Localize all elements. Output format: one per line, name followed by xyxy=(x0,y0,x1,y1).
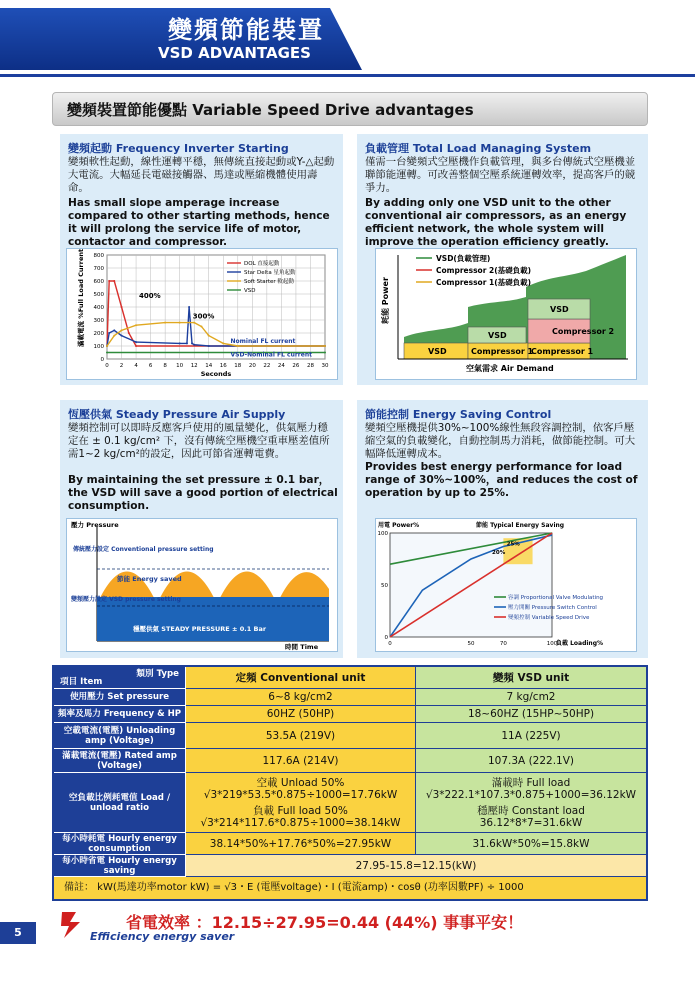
y-tick-label: 300 xyxy=(93,318,104,324)
x-tick-label: 70 xyxy=(499,641,507,647)
panel3-text-cn: 變頻控制可以即時反應客戶使用的風量變化，供氣壓力穩定在 ± 0.1 kg/cm² 下，沒有傳統空壓機空重車壓差值所需1~2 kg/cm²的設定，因此可節省運轉電費。 xyxy=(68,422,330,460)
pressure-x-label: 時間 Time xyxy=(285,643,319,651)
x-axis-label: 負載 Loading% xyxy=(556,640,604,647)
load-chart-box xyxy=(375,248,637,380)
panel4-title: 節能控制 Energy Saving Control xyxy=(365,408,552,421)
y-tick-label: 700 xyxy=(93,266,104,272)
y-tick-label: 100 xyxy=(93,344,104,350)
table-header-conventional: 定頻 Conventional unit xyxy=(186,667,416,689)
series-point xyxy=(128,332,130,334)
pressure-chart xyxy=(67,519,337,651)
series-point xyxy=(113,280,115,282)
load-y-label: 耗能 Power xyxy=(381,277,390,324)
table-header-vsd: 變頻 VSD unit xyxy=(416,667,646,689)
table-cell: 31.6kW*50%=15.8kW xyxy=(416,833,646,855)
y-axis-label: 用電 Power% xyxy=(378,522,420,529)
series-point xyxy=(106,352,108,354)
table-cell: 107.3A (222.1V) xyxy=(416,749,646,773)
series-point xyxy=(113,329,115,331)
current-chart-box xyxy=(66,248,338,380)
ratio-conv-4: √3*214*117.6*0.875÷1000=38.14kW xyxy=(200,816,401,829)
energy-saving-chart xyxy=(376,519,636,651)
x-tick-label: 18 xyxy=(234,363,242,369)
panel3-title: 恆壓供氣 Steady Pressure Air Supply xyxy=(68,408,286,421)
load-management-chart xyxy=(376,249,636,379)
legend-vsd: VSD(負載管理) xyxy=(436,254,491,263)
current-chart xyxy=(67,249,337,379)
section-title: 變頻裝置節能優點 Variable Speed Drive advantages xyxy=(52,92,648,126)
series-point xyxy=(200,326,202,328)
y-tick-label: 500 xyxy=(93,292,104,298)
table-cell: 7 kg/cm2 xyxy=(416,689,646,706)
table-cell: 38.14*50%+17.76*50%=27.95kW xyxy=(186,833,416,855)
series-point xyxy=(108,280,110,282)
x-tick-label: 100 xyxy=(546,641,558,647)
x-tick-label: 22 xyxy=(263,363,271,369)
table-cell-ratio-vsd xyxy=(416,773,646,833)
annotation-300: 300% xyxy=(192,312,215,321)
lightning-icon xyxy=(58,910,88,940)
table-row-item: 使用壓力 Set pressure xyxy=(54,689,186,706)
seg-label-vsd-1: VSD xyxy=(428,347,447,356)
ratio-vsd-4: 36.12*8*7=31.6kW xyxy=(479,816,583,829)
table-row-item: 每小時省電 Hourly energy saving xyxy=(54,855,186,877)
panel-steady-pressure xyxy=(60,400,343,658)
header-title-cn: 變頻節能裝置 xyxy=(168,16,324,44)
series-point xyxy=(113,335,115,337)
table-cell: 11A (225V) xyxy=(416,723,646,749)
label-steady-pressure: 穩壓供氣 STEADY PRESSURE ± 0.1 Bar xyxy=(133,625,267,633)
panel2-title: 負載管理 Total Load Managing System xyxy=(365,142,592,155)
series-point xyxy=(324,352,326,354)
x-tick-label: 10 xyxy=(176,363,184,369)
panel-energy-saving xyxy=(357,400,648,658)
series-point xyxy=(208,345,210,347)
x-tick-label: 2 xyxy=(119,363,124,369)
annotation-25: 25% xyxy=(506,541,520,548)
x-tick-label: 6 xyxy=(148,363,153,369)
label-vsd-setting: 變頻壓力設定 VSD pressure setting xyxy=(71,596,181,603)
y-tick-label: 100 xyxy=(377,531,388,537)
series-point xyxy=(208,335,210,337)
y-tick-label: 50 xyxy=(381,583,388,589)
ratio-vsd-2: √3*222.1*107.3*0.875+1000=36.12kW xyxy=(425,788,637,801)
y-tick-label: 0 xyxy=(384,635,388,641)
x-tick-label: 12 xyxy=(190,363,198,369)
panel2-text-cn: 僅需一台變頻式空壓機作負載管理，與多台傳統式空壓機並聯節能運轉。可改善整個空壓系統運轉效率，提高客戶的競爭力。 xyxy=(365,156,636,194)
load-x-label: 空氣需求 Air Demand xyxy=(466,364,554,373)
seg-label-comp1-b: Compressor 1 xyxy=(531,347,594,356)
ratio-conv-3: 負載 Full load 50% xyxy=(253,804,348,817)
ratio-vsd-3: 穩壓時 Constant load xyxy=(477,804,585,817)
series-point xyxy=(121,329,123,331)
seg-label-comp2: Compressor 2 xyxy=(552,327,615,336)
x-tick-label: 0 xyxy=(105,363,109,369)
panel2-text-en: By adding only one VSD unit to the other conventional air compressors, as an energy efficient network, the whole system will improve the operation efficiency greatly. xyxy=(365,197,627,248)
series-point xyxy=(106,345,108,347)
x-tick-label: 14 xyxy=(205,363,213,369)
y-tick-label: 800 xyxy=(93,253,104,259)
header-title-en: VSD ADVANTAGES xyxy=(158,44,311,62)
series-point xyxy=(222,342,224,344)
energy-chart-box xyxy=(375,518,637,652)
x-tick-label: 20 xyxy=(248,363,256,369)
table-row-item: 空載電流(電壓) Unloading amp (Voltage) xyxy=(54,723,186,749)
panel-frequency-starting xyxy=(60,134,343,385)
series-point xyxy=(237,345,239,347)
series-point xyxy=(121,306,123,308)
legend-comp1: Compressor 1(基礎負載) xyxy=(436,278,532,287)
panel1-text-en: Has small slope amperage increase compared to other starting methods, hence it will prolong the service life of motor, contactor and compressor. xyxy=(68,197,330,248)
annotation-400: 400% xyxy=(138,291,161,300)
table-cell: 18~60HZ (15HP~50HP) xyxy=(416,706,646,723)
panel1-text-cn: 變頻軟性起動，線性運轉平穩，無傳統直接起動或Y-△起動大電流。大幅延長電磁接觸器、馬達或壓縮機體使用壽命。 xyxy=(68,156,335,194)
series-point xyxy=(135,345,137,347)
ratio-vsd-1: 滿載時 Full load xyxy=(491,776,571,789)
table-cell-saving: 27.95-15.8=12.15(kW) xyxy=(186,855,646,877)
table-corner xyxy=(54,667,186,689)
footer-efficiency-en: Efficiency energy saver xyxy=(90,930,235,943)
legend-entry: VSD xyxy=(244,288,256,294)
series-point xyxy=(193,322,195,324)
legend-entry: 容調 Proportional Valve Modulating xyxy=(508,595,604,601)
panel4-text-cn: 變頻空壓機提供30%~100%線性無段容調控制，依客戶壓縮空氣的負載變化，自動控制馬力消耗，做節能控制。可大幅降低運轉成本。 xyxy=(365,422,636,460)
x-tick-label: 24 xyxy=(277,363,285,369)
chart-title: 節能 Typical Energy Saving xyxy=(476,522,565,529)
seg-label-comp1-a: Compressor 1 xyxy=(471,347,534,356)
table-cell: 60HZ (50HP) xyxy=(186,706,416,723)
page-number: 5 xyxy=(0,922,36,944)
table-row-item: 滿載電流(電壓) Rated amp (Voltage) xyxy=(54,749,186,773)
vsd-pressure-band xyxy=(97,597,329,641)
legend-entry: Star Delta 星角起動 xyxy=(244,270,296,276)
annotation-vsd-nominal: VSD-Nominal FL current xyxy=(230,351,312,359)
x-axis-label: Seconds xyxy=(200,370,232,378)
x-tick-label: 30 xyxy=(321,363,329,369)
table-row-item: 空負載比例耗電值 Load / unload ratio xyxy=(54,773,186,833)
x-tick-label: 0 xyxy=(388,641,392,647)
comparison-table xyxy=(52,665,648,901)
y-tick-label: 600 xyxy=(93,279,104,285)
series-point xyxy=(108,332,110,334)
legend-entry: 壓力開關 Pressure Switch Control xyxy=(508,605,597,611)
y-tick-label: 200 xyxy=(93,331,104,337)
y-axis-label: 滿載電流 %Full Load Current xyxy=(77,249,85,347)
label-conventional-setting: 傳統壓力設定 Conventional pressure setting xyxy=(73,546,214,553)
x-tick-label: 4 xyxy=(134,363,138,369)
annotation-nominal: Nominal FL current xyxy=(230,338,296,346)
legend-entry: Soft Starter 軟起動 xyxy=(244,279,294,285)
table-corner-type: 類別 Type xyxy=(136,669,179,679)
panel1-title: 變頻起動 Frequency Inverter Starting xyxy=(68,142,289,155)
panel4-text-en: Provides best energy performance for load range of 30%~100%，and reduces the cost of operation by up to 25%. xyxy=(365,461,638,499)
x-tick-label: 50 xyxy=(467,641,475,647)
table-cell: 6~8 kg/cm2 xyxy=(186,689,416,706)
table-corner-item: 項目 Item xyxy=(60,677,103,687)
panel3-text-en: By maintaining the set pressure ± 0.1 bar，the VSD will save a good portion of electrical consumption. xyxy=(68,474,338,512)
pressure-y-label: 壓力 Pressure xyxy=(71,521,119,529)
seg-label-vsd-3: VSD xyxy=(550,305,569,314)
series-point xyxy=(121,335,123,337)
table-cell: 117.6A (214V) xyxy=(186,749,416,773)
series-point xyxy=(135,341,137,343)
legend-entry: DOL 直接起動 xyxy=(244,261,280,267)
y-tick-label: 400 xyxy=(93,305,104,311)
series-point xyxy=(191,342,193,344)
table-cell-ratio-conv xyxy=(186,773,416,833)
legend-comp2: Compressor 2(基礎負載) xyxy=(436,266,532,275)
panel-load-managing xyxy=(357,134,648,385)
table-row-item: 每小時耗電 Hourly energy consumption xyxy=(54,833,186,855)
series-point xyxy=(324,345,326,347)
label-energy-saved: 節能 Energy saved xyxy=(117,575,182,583)
y-tick-label: 0 xyxy=(100,357,104,363)
table-cell: 53.5A (219V) xyxy=(186,723,416,749)
annotation-20: 20% xyxy=(492,549,506,556)
x-tick-label: 26 xyxy=(292,363,300,369)
x-tick-label: 16 xyxy=(219,363,227,369)
table-note: 備註： kW(馬達功率motor kW) = √3・E (電壓voltage)・I (電流amp)・cosθ (功率因數PF) ÷ 1000 xyxy=(54,877,646,899)
series-point xyxy=(179,342,181,344)
footer-efficiency-cn: 省電效率 ：12.15÷27.95=0.44 (44%) 事事平安！ xyxy=(126,913,524,932)
series-point xyxy=(164,322,166,324)
pressure-chart-box xyxy=(66,518,338,652)
series-point xyxy=(179,322,181,324)
seg-label-vsd-2: VSD xyxy=(488,331,507,340)
table-row-item: 頻率及馬力 Frequency & HP xyxy=(54,706,186,723)
series-point xyxy=(186,342,188,344)
ratio-conv-2: √3*219*53.5*0.875÷1000=17.76kW xyxy=(203,788,398,801)
x-tick-label: 28 xyxy=(306,363,314,369)
series-point xyxy=(193,344,195,346)
series-point xyxy=(135,324,137,326)
ratio-conv-1: 空載 Unload 50% xyxy=(256,776,345,789)
legend-entry: 變頻控制 Variable Speed Drive xyxy=(508,615,590,621)
x-tick-label: 8 xyxy=(163,363,167,369)
series-point xyxy=(188,306,190,308)
header-divider xyxy=(0,74,695,77)
